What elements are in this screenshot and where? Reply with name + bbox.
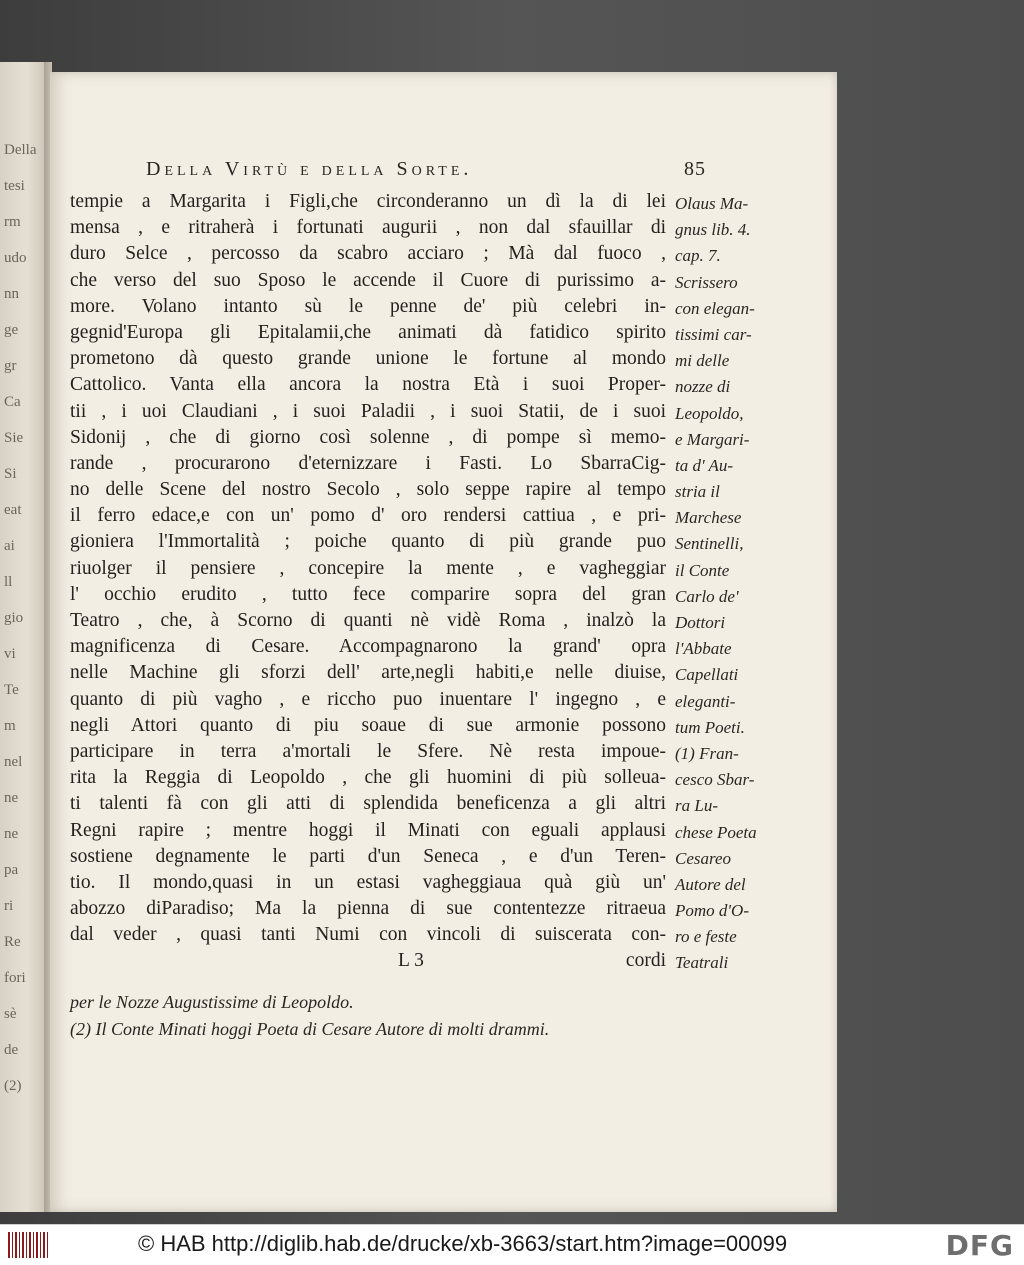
previous-page-fragment: rm	[4, 214, 21, 230]
signature-mark: L 3	[398, 950, 424, 972]
text-line: participare in terra a'mortali le Sfere. Nè resta impoue-	[70, 740, 666, 762]
text-line: Sidonij , che di giorno così solenne , di pompe sì memo-	[70, 426, 666, 448]
previous-page-fragment: sè	[4, 1006, 17, 1022]
previous-page-fragment: Della	[4, 142, 37, 158]
text-line: dal veder , quasi tanti Numi con vincoli di suiscerata con-	[70, 924, 666, 946]
previous-page-fragment: ll	[4, 574, 13, 590]
margin-note-line: ro e feste	[675, 927, 737, 947]
margin-note-line: eleganti-	[675, 691, 736, 711]
margin-note-line: tum Poeti.	[675, 717, 745, 737]
previous-page-fragment: nel	[4, 754, 23, 770]
text-line: more. Volano intanto sù le penne de' più celebri in-	[70, 295, 666, 317]
margin-note-line: tissimi car-	[675, 324, 752, 344]
previous-page-fragment: (2)	[4, 1078, 22, 1094]
text-line: tii , i uoi Claudiani , i suoi Paladii , i suoi Statii, de i suoi	[70, 400, 666, 422]
margin-note-line: gnus lib. 4.	[675, 220, 751, 240]
margin-note-line: Autore del	[675, 874, 746, 894]
text-line: no delle Scene del nostro Secolo , solo seppe rapire al tempo	[70, 479, 666, 501]
previous-page-fragment: Sie	[4, 430, 24, 446]
text-line: magnificenza di Cesare. Accompagnarono la grand' opra	[70, 636, 666, 658]
margin-note-line: nozze di	[675, 377, 731, 397]
text-line: Teatro , che, à Scorno di quanti nè vidè Roma , inalzò la	[70, 610, 666, 631]
previous-page-fragment: ai	[4, 538, 15, 554]
margin-note-line: il Conte	[675, 560, 730, 580]
previous-page-fragment: ri	[4, 898, 14, 914]
margin-note-line: cap. 7.	[675, 246, 721, 266]
previous-page-edge	[0, 62, 45, 1212]
text-line: tio. Il mondo,quasi in un estasi vagheggiaua quà giù un'	[70, 871, 666, 893]
margin-note-line: chese Poeta	[675, 822, 757, 842]
text-line: riuolger il pensiere , concepire la mente , e vagheggiar	[70, 557, 666, 579]
margin-note-line: ra Lu-	[675, 796, 718, 816]
text-line: quanto di più vagho , e riccho puo inuentare l' ingegno , e	[70, 688, 666, 710]
footnote-line: per le Nozze Augustissime di Leopoldo.	[70, 992, 354, 1012]
previous-page-fragment: udo	[4, 250, 27, 266]
text-line: rande , procurarono d'eternizzare i Fasti. Lo SbarraCig-	[70, 452, 666, 474]
margin-note-line: Marchese	[675, 508, 742, 528]
margin-note-line: l'Abbate	[675, 639, 732, 659]
previous-page-fragment: ge	[4, 322, 19, 338]
body-text	[70, 189, 666, 975]
previous-page-fragment: vi	[4, 646, 16, 662]
book-page	[50, 72, 837, 1212]
previous-page-fragment: tesi	[4, 178, 25, 194]
margin-note-line: con elegan-	[675, 298, 755, 318]
text-line: ti talenti fà con gli atti di splendida beneficenza a gli altri	[70, 793, 666, 815]
copyright-text[interactable]: © HAB http://diglib.hab.de/drucke/xb-3663/start.htm?image=00099	[138, 1231, 788, 1256]
text-line: che verso del suo Sposo le accende il Cuore di purissimo a-	[70, 269, 666, 291]
footer-bar	[0, 1224, 1024, 1265]
margin-note-line: e Margari-	[675, 429, 750, 449]
previous-page-fragment: fori	[4, 970, 26, 986]
footnote-line: (2) Il Conte Minati hoggi Poeta di Cesare Autore di molti drammi.	[70, 1019, 550, 1039]
running-head-title: Della Virtù e della Sorte.	[146, 158, 473, 180]
margin-note-line: Olaus Ma-	[675, 194, 749, 213]
margin-note-line: Scrissero	[675, 272, 738, 292]
dfg-logo: DFG	[945, 1229, 1014, 1262]
text-line: abozzo diParadiso; Ma la pienna di sue contentezze ritraeua	[70, 898, 666, 920]
text-line: Regni rapire ; mentre hoggi il Minati con eguali applausi	[70, 819, 666, 841]
previous-page-fragment: de	[4, 1042, 19, 1058]
text-line: negli Attori quanto di piu soaue di sue armonie possono	[70, 714, 666, 736]
copyright-link[interactable]	[138, 1231, 787, 1257]
catchword: cordi	[625, 950, 666, 972]
margin-note-line: Pomo d'O-	[675, 901, 749, 921]
text-line: tempie a Margarita i Figli,che circonderanno un dì la di lei	[70, 191, 666, 212]
text-line: l' occhio erudito , tutto fece comparire sopra del gran	[70, 583, 666, 605]
text-line: rita la Reggia di Leopoldo , che gli huomini di più solleua-	[70, 767, 666, 789]
text-line: gegnid'Europa gli Epitalamii,che animati dà fatidico spirito	[70, 321, 666, 343]
text-line: Cattolico. Vanta ella ancora la nostra Età i suoi Proper-	[70, 374, 666, 396]
text-line: mensa , e ritraherà i fortunati augurii , non dal sfauillar di	[70, 217, 666, 239]
text-line: il ferro edace,e con un' pomo d' oro rendersi cattiua , e pri-	[70, 505, 666, 527]
margin-note-line: Carlo de'	[675, 586, 739, 606]
previous-page-fragment: ne	[4, 826, 19, 842]
text-line: duro Selce , percosso da scabro acciaro ; Mà dal fuoco ,	[70, 243, 666, 265]
footnotes	[70, 989, 760, 1043]
margin-note-line: Capellati	[675, 665, 739, 685]
previous-page-fragment: Te	[4, 682, 19, 698]
previous-page-fragment: gio	[4, 610, 24, 626]
margin-note-line: mi delle	[675, 351, 730, 371]
text-line: prometono dà questo grande unione le fortune al mondo	[70, 348, 666, 370]
margin-note-line: Leopoldo,	[675, 403, 744, 423]
margin-note-line: Cesareo	[675, 848, 732, 868]
margin-notes	[675, 191, 795, 977]
margin-note-line: (1) Fran-	[675, 743, 739, 763]
margin-note-line: Sentinelli,	[675, 534, 744, 554]
margin-note-line: stria il	[675, 482, 720, 502]
previous-page-fragment: gr	[4, 358, 17, 374]
text-line: nelle Machine gli sforzi dell' arte,negli habiti,e nelle diuise,	[70, 662, 666, 684]
text-line: gioniera l'Immortalità ; poiche quanto di più grande puo	[70, 531, 666, 553]
previous-page-fragment: Si	[4, 466, 17, 482]
running-head	[146, 158, 706, 188]
margin-note-line: ta d' Au-	[675, 455, 734, 475]
previous-page-fragment: ne	[4, 790, 19, 806]
text-line: sostiene degnamente le parti d'un Seneca , e d'un Teren-	[70, 845, 666, 867]
previous-page-fragment: nn	[4, 286, 19, 302]
previous-page-fragment: Re	[4, 934, 21, 950]
page-number: 85	[684, 158, 706, 180]
previous-page-fragment: eat	[4, 502, 22, 518]
margin-note-line: cesco Sbar-	[675, 770, 755, 790]
barcode-icon	[8, 1232, 48, 1258]
previous-page-fragment: pa	[4, 862, 19, 878]
margin-note-line: Teatrali	[675, 953, 729, 973]
margin-note-line: Dottori	[675, 613, 726, 632]
signature-line	[70, 948, 666, 974]
previous-page-fragment: m	[4, 718, 16, 734]
previous-page-fragment: Ca	[4, 394, 21, 410]
